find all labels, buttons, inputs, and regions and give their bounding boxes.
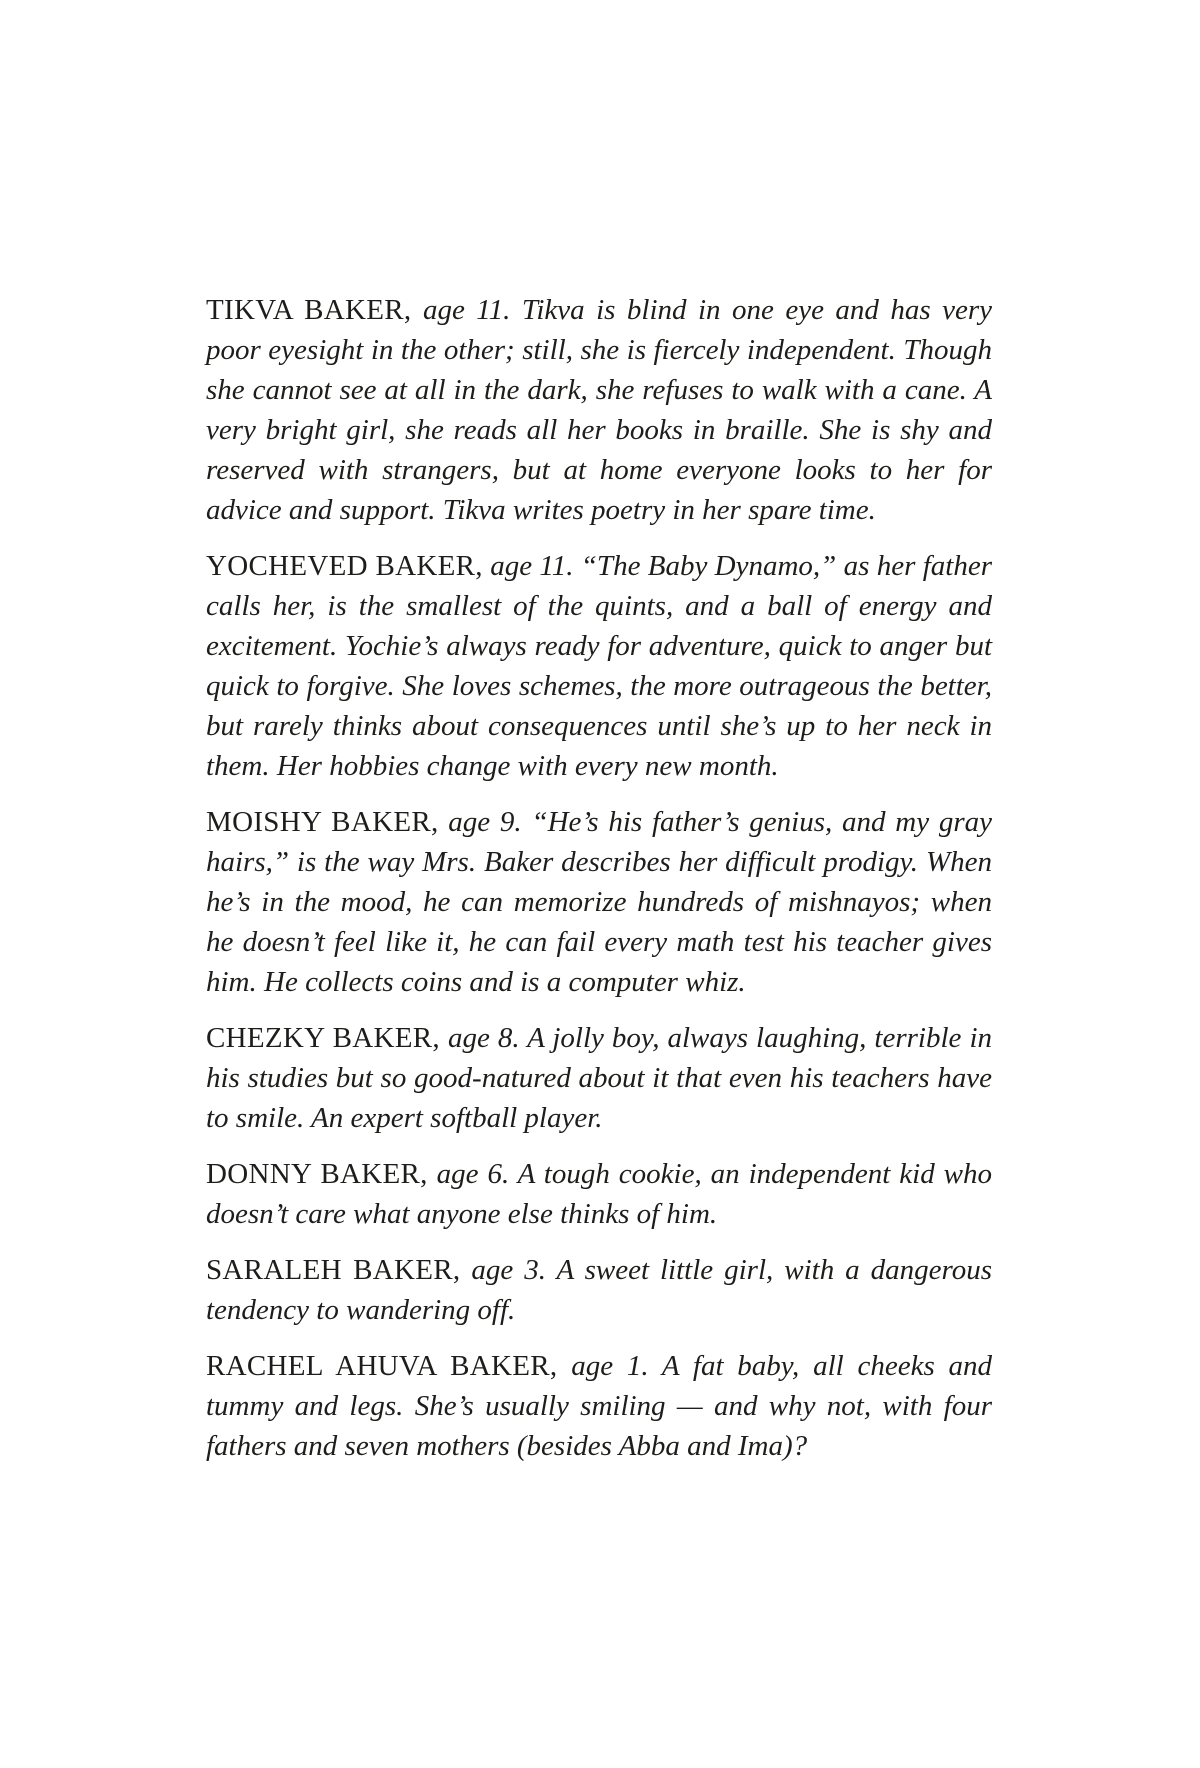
character-description: age 6. A tough cookie, an independent kid who doesn’t care what anyone else thinks of him. [206,1158,992,1230]
character-name: DONNY BAKER, [206,1158,428,1190]
character-entry [206,1018,992,1138]
character-description: age 3. A sweet little girl, with a dangerous tendency to wandering off. [206,1254,992,1326]
character-list [206,290,992,1466]
character-description: age 11. “The Baby Dynamo,” as her father calls her, is the smallest of the quints, and a ball of energy and excitement. Yochie’s always ready for adventure, quick to anger but quick to forgive. She loves schemes, the more outrageous the better, but rarely thinks about consequences until she’s up to her neck in them. Her hobbies change with every new month. [206,550,992,782]
character-name: RACHEL AHUVA BAKER, [206,1350,558,1382]
character-description: age 9. “He’s his father’s genius, and my gray hairs,” is the way Mrs. Baker describes her difficult prodigy. When he’s in the mood, he can memorize hundreds of mishnayos; when he doesn’t feel like it, he can fail every math test his teacher gives him. He collects coins and is a computer whiz. [206,806,992,998]
character-description: age 11. Tikva is blind in one eye and has very poor eyesight in the other; still, she is fiercely independent. Though she cannot see at all in the dark, she refuses to walk with a cane. A very bright girl, she reads all her books in braille. She is shy and reserved with strangers, but at home everyone looks to her for advice and support. Tikva writes poetry in her spare time. [206,294,993,526]
character-entry [206,1154,992,1234]
character-entry [206,802,992,1002]
character-name: CHEZKY BAKER, [206,1022,440,1054]
character-description: age 8. A jolly boy, always laughing, terrible in his studies but so good-natured about it that even his teachers have to smile. An expert softball player. [206,1022,992,1134]
character-name: MOISHY BAKER, [206,806,439,838]
character-name: YOCHEVED BAKER, [206,550,483,582]
character-name: SARALEH BAKER, [206,1254,461,1286]
character-entry [206,290,992,530]
character-entry [206,1346,992,1466]
character-name: TIKVA BAKER, [206,294,412,326]
character-entry [206,546,992,786]
character-entry [206,1250,992,1330]
character-description: age 1. A fat baby, all cheeks and tummy and legs. She’s usually smiling — and why not, with four fathers and seven mothers (besides Abba and Ima)? [206,1350,993,1462]
